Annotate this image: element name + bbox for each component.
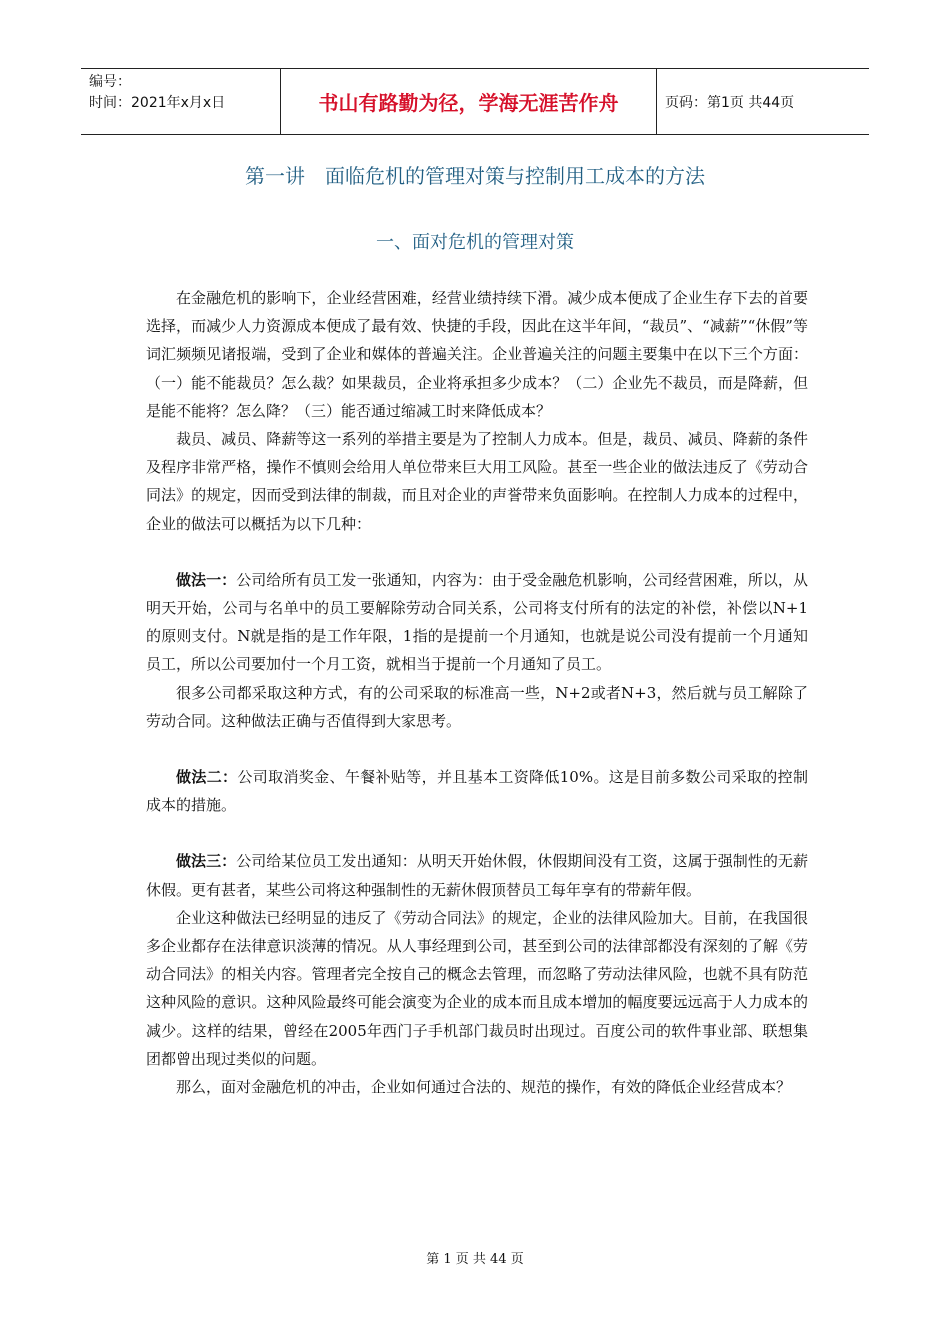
time-label: 时间：2021年x月x日	[89, 95, 226, 111]
header-motto: 书山有路勤为径，学海无涯苦作舟	[281, 69, 657, 134]
paragraph-measures: 裁员、减员、降薪等这一系列的举措主要是为了控制人力成本。但是，裁员、减员、降薪的条件及程序非常严格，操作不慎则会给用人单位带来巨大用工风险。甚至一些企业的做法违反了《劳动合同法》的规定，因而受到法律的制裁，而且对企业的声誉带来负面影响。在控制人力成本的过程中，企业的做法可以概括为以下几种：	[146, 430, 808, 533]
document-title: 第一讲 面临危机的管理对策与控制用工成本的方法	[245, 164, 705, 188]
header-page-info: 页码：第1页 共44页	[665, 94, 795, 111]
method-one-text: 公司给所有员工发一张通知，内容为：由于受金融危机影响，公司经营困难，所以，从明天开始，公司与名单中的员工要解除劳动合同关系，公司将支付所有的法定的补偿，补偿以N+1的原则支付。N就是指的是工作年限，1指的是提前一个月通知，也就是说公司没有提前一个月通知员工，所以公司要加付一个月工资，就相当于提前一个月通知了员工。	[146, 570, 808, 674]
method-three-label: 做法三：	[176, 852, 237, 871]
paragraph-intro: 在金融危机的影响下，企业经营困难，经营业绩持续下滑。减少成本便成了企业生存下去的首要选择，而减少人力资源成本便成了最有效、快捷的手段，因此在这半年间，“裁员”、“减薪”“休假”等词汇频频见诸报端，受到了企业和媒体的普遍关注。企业普遍关注的问题主要集中在以下三个方面：（一）能不能裁员？怎么裁？如果裁员，企业将承担多少成本？（二）企业先不裁员，而是降薪，但是能不能将？怎么降？（三）能否通过缩减工时来降低成本？	[146, 289, 808, 420]
method-two	[146, 763, 808, 819]
paragraph-question: 那么，面对金融危机的冲击，企业如何通过合法的、规范的操作，有效的降低企业经营成本？	[176, 1078, 792, 1097]
section-heading: 一、面对危机的管理对策	[376, 232, 574, 253]
method-one-label: 做法一：	[176, 570, 237, 589]
method-two-label: 做法二：	[176, 768, 238, 787]
page-footer: 第 1 页 共 44 页	[426, 1252, 524, 1267]
paragraph-method-one-note: 很多公司都采取这种方式，有的公司采取的标准高一些，N+2或者N+3，然后就与员工解除了劳动合同。这种做法正确与否值得到大家思考。	[146, 683, 808, 730]
document-body	[146, 284, 808, 1101]
method-one	[146, 566, 808, 679]
paragraph-legal-risk: 企业这种做法已经明显的违反了《劳动合同法》的规定，企业的法律风险加大。目前，在我国很多企业都存在法律意识淡薄的情况。从人事经理到公司，甚至到公司的法律部都没有深刻的了解《劳动合同法》的相关内容。管理者完全按自己的概念去管理，而忽略了劳动法律风险，也就不具有防范这种风险的意识。这种风险最终可能会演变为企业的成本而且成本增加的幅度要远远高于人力成本的减少。这样的结果，曾经在2005年西门子手机部门裁员时出现过。百度公司的软件事业部、联想集团都曾出现过类似的问题。	[146, 908, 808, 1068]
page-header	[81, 68, 869, 135]
header-meta	[81, 69, 281, 134]
method-three-text: 公司给某位员工发出通知：从明天开始休假，休假期间没有工资，这属于强制性的无薪休假。更有甚者，某些公司将这种强制性的无薪休假顶替员工每年享有的带薪年假。	[146, 852, 808, 899]
number-label: 编号：	[89, 74, 131, 90]
method-three	[146, 847, 808, 903]
method-two-text: 公司取消奖金、午餐补贴等，并且基本工资降低10%。这是目前多数公司采取的控制成本的措施。	[146, 768, 808, 815]
